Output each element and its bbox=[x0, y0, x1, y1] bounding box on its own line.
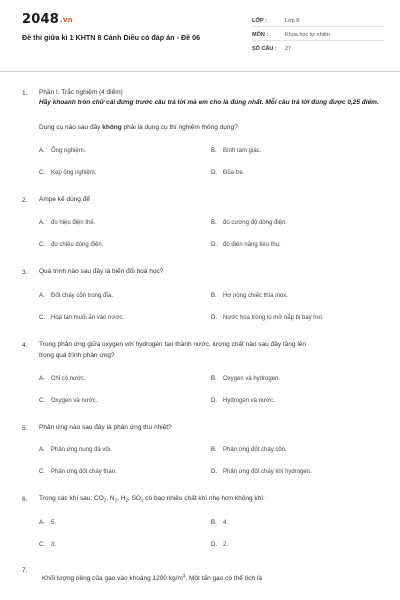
question-text: Dụng cụ nào sau đây không phải là dụng cụ thí nghiệm thông dụng? bbox=[39, 124, 238, 131]
option-d[interactable]: D. 2. bbox=[211, 542, 229, 548]
option-c[interactable]: C. Phản ứng đốt cháy than. bbox=[39, 469, 117, 475]
question-text: Khối lượng riêng của gạo vào khoảng 1200 $kg/m^3$. Một tấn gạo có thể tích là bbox=[42, 573, 262, 582]
option-d[interactable]: D. Đũa tre. bbox=[211, 170, 245, 176]
option-c[interactable]: C. đo chiều dòng điện. bbox=[39, 242, 104, 248]
question-number: 6. bbox=[22, 496, 28, 503]
option-d[interactable]: D. Hydrogen và nước. bbox=[211, 398, 275, 404]
question-text-line1: Trong phản ứng giữa oxygen với hydrogen tạo thành nước, lượng chất nào sau đây tăng lên bbox=[39, 341, 307, 348]
question-number: 4. bbox=[22, 342, 28, 349]
option-a[interactable]: A. Phản ứng nung đá vôi. bbox=[39, 447, 112, 453]
question-text-line2: trong quá trình phản ứng? bbox=[39, 352, 115, 359]
option-a[interactable]: A. Ống nghiệm. bbox=[39, 148, 86, 154]
meta-count-label: SỐ CÂU : bbox=[252, 46, 277, 52]
option-b[interactable]: B. Phản ứng đốt cháy cồn. bbox=[211, 447, 287, 453]
question-number: 1. bbox=[22, 90, 28, 97]
meta-subject-value: Khoa học tự nhiên bbox=[285, 32, 330, 38]
logo-suffix: .vn bbox=[59, 16, 73, 24]
option-b[interactable]: B. 4. bbox=[211, 520, 229, 526]
page-header bbox=[0, 0, 400, 72]
logo-text: 2048 bbox=[22, 12, 59, 27]
meta-grade-value: Lớp 8 bbox=[285, 18, 300, 24]
option-c[interactable]: C. Kẹp ống nghiệm. bbox=[39, 170, 97, 176]
question-number: 7. bbox=[22, 567, 28, 574]
meta-divider bbox=[252, 26, 384, 27]
question-text: Ampe kế dùng để bbox=[39, 196, 90, 203]
option-b[interactable]: B. đo cường độ dòng điện. bbox=[211, 220, 287, 226]
question-number: 3. bbox=[22, 269, 28, 276]
question-text: Phản ứng nào sau đây là phản ứng thu nhiệt? bbox=[39, 424, 172, 431]
meta-subject-label: MÔN : bbox=[252, 32, 269, 38]
question-text: Trong các khí sau: $CO_2$, $N_2$, $H_2$, $SO_2$ có bao nhiêu chất khí nhẹ hơn không khí: bbox=[39, 495, 265, 503]
option-a[interactable]: A. Đốt cháy cồn trong đĩa. bbox=[39, 293, 114, 299]
option-b[interactable]: B. Bình tam giác. bbox=[211, 148, 262, 154]
meta-divider bbox=[252, 40, 384, 41]
option-d[interactable]: D. đo điện năng tiêu thụ. bbox=[211, 242, 281, 248]
meta-grade-label: LỚP : bbox=[252, 18, 267, 24]
option-d[interactable]: D. Phản ứng đốt cháy khí hydrogen. bbox=[211, 469, 312, 475]
question-text: Quá trình nào sau đây là biến đổi hoá học? bbox=[39, 268, 164, 275]
option-b[interactable]: B. Hơ nóng chiếc thìa inox. bbox=[211, 293, 288, 299]
instruction-text: Hãy khoanh tròn chữ cái đứng trước câu trả lời mà em cho là đúng nhất. Mỗi câu trả lời đúng được 0,25 điểm. bbox=[39, 99, 379, 106]
option-b[interactable]: B. Oxygen và hydrogen. bbox=[211, 376, 281, 382]
option-c[interactable]: C. Hoà tan muối ăn vào nước. bbox=[39, 315, 124, 321]
exam-title: Đề thi giữa kì 1 KHTN 8 Cánh Diều có đáp án - Đề 06 bbox=[22, 33, 201, 42]
option-a[interactable]: A. đo hiệu điện thế. bbox=[39, 220, 96, 226]
option-c[interactable]: C. 3. bbox=[39, 542, 57, 548]
section-heading: Phần I. Trắc nghiệm (4 điểm) bbox=[39, 89, 123, 96]
question-number: 5. bbox=[22, 425, 28, 432]
question-number: 2. bbox=[22, 197, 28, 204]
option-a[interactable]: A. 5. bbox=[39, 520, 57, 526]
option-c[interactable]: C. Oxygen và nước. bbox=[39, 398, 98, 404]
meta-count-value: 27 bbox=[285, 46, 292, 52]
option-d[interactable]: D. Nước hoa trong lọ mở nắp bị bay hơi. bbox=[211, 315, 324, 321]
option-a[interactable]: A. Chỉ có nước. bbox=[39, 376, 86, 382]
site-logo[interactable] bbox=[22, 12, 73, 27]
